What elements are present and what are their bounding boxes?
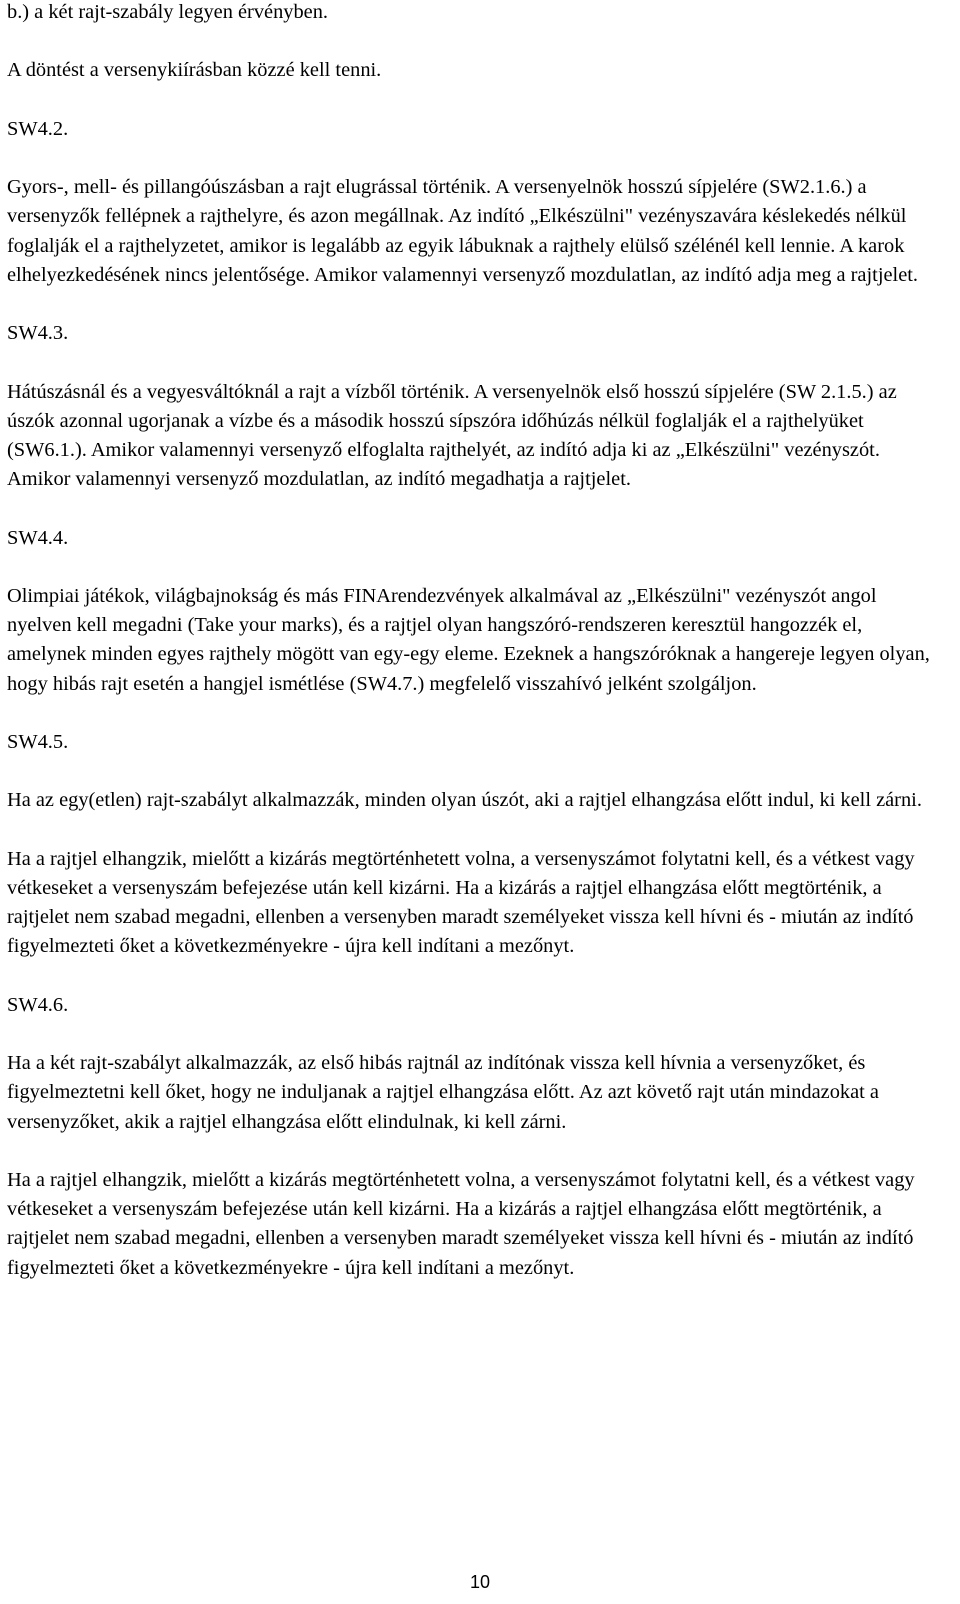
page-number: 10 — [469, 1572, 491, 1592]
rule-paragraph: Ha a rajtjel elhangzik, mielőtt a kizárás megtörténhetett volna, a versenyszámot folytatni kell, és a vétkest vagy vétkeseket a versenyszám befejezése után kell kizárni. Ha a kizárás a rajtjel elhangzása előtt megtörténik, a rajtjelet nem szabad megadni, ellenben a versenyben maradt személyeket vissza kell hívni és - miután az indító figyelmezteti őket a következményekre - újra kell indítani a mezőnyt. — [7, 1168, 915, 1279]
rule-paragraph: Ha a két rajt-szabályt alkalmazzák, az első hibás rajtnál az indítónak vissza kell hívnia a versenyzőket, és figyelmeztetni kell őket, hogy ne induljanak a rajtjel elhangzása előtt. Az azt követő rajt után mindazokat a versenyzőket, akik a rajtjel elhangzása előtt elindulnak, ki kell zárni. — [7, 1052, 879, 1133]
rule-paragraph: A döntést a versenykiírásban közzé kell tenni. — [7, 59, 382, 82]
section-heading: SW4.4. — [7, 526, 69, 549]
rule-paragraph: Ha az egy(etlen) rajt-szabályt alkalmazzák, minden olyan úszót, aki a rajtjel elhangzása előtt indul, ki kell zárni. — [7, 789, 922, 812]
section-heading: SW4.2. — [7, 117, 69, 140]
rule-paragraph: Ha a rajtjel elhangzik, mielőtt a kizárás megtörténhetett volna, a versenyszámot folytatni kell, és a vétkest vagy vétkeseket a versenyszám befejezése után kell kizárni. Ha a kizárás a rajtjel elhangzása előtt megtörténik, a rajtjelet nem szabad megadni, ellenben a versenyben maradt személyeket vissza kell hívni és - miután az indító figyelmezteti őket a következményekre - újra kell indítani a mezőnyt. — [7, 847, 915, 958]
section-heading: SW4.5. — [7, 730, 69, 753]
rule-paragraph: Olimpiai játékok, világbajnokság és más FINArendezvények alkalmával az „Elkészülni" vezényszót angol nyelven kell megadni (Take your marks), és a rajtjel olyan hangszóró-rendszeren keresztül hangozzék el, amelynek minden egyes rajthely mögött van egy-egy eleme. Ezeknek a hangszóróknak a hangereje legyen olyan, hogy hibás rajt esetén a hangjel ismétlése (SW4.7.) megfelelő visszahívó jelként szolgáljon. — [7, 584, 930, 695]
document-body — [7, 0, 942, 1312]
rule-paragraph: Gyors-, mell- és pillangóúszásban a rajt elugrással történik. A versenyelnök hosszú sípjelére (SW2.1.6.) a versenyzők fellépnek a rajthelyre, és azon megállnak. Az indító „Elkészülni" vezényszavára késlekedés nélkül foglalják el a rajthelyzetet, amikor is legalább az egyik lábuknak a rajthely elülső szélénél kell lennie. A karok elhelyezkedésének nincs jelentősége. Amikor valamennyi versenyző mozdulatlan, az indító adja meg a rajtjelet. — [7, 176, 919, 286]
section-heading: SW4.3. — [7, 322, 69, 345]
section-heading: SW4.6. — [7, 993, 69, 1016]
rule-paragraph: Hátúszásnál és a vegyesváltóknál a rajt a vízből történik. A versenyelnök első hosszú sípjelére (SW 2.1.5.) az úszók azonnal ugorjanak a vízbe és a második hosszú sípszóra időhúzás nélkül foglalják el a rajthelyüket (SW6.1.). Amikor valamennyi versenyző elfoglalta rajthelyét, az indító adja ki az „Elkészülni" vezényszót. Amikor valamennyi versenyző mozdulatlan, az indító megadhatja a rajtjelet. — [7, 380, 897, 491]
rule-paragraph: b.) a két rajt-szabály legyen érvényben. — [7, 1, 329, 23]
